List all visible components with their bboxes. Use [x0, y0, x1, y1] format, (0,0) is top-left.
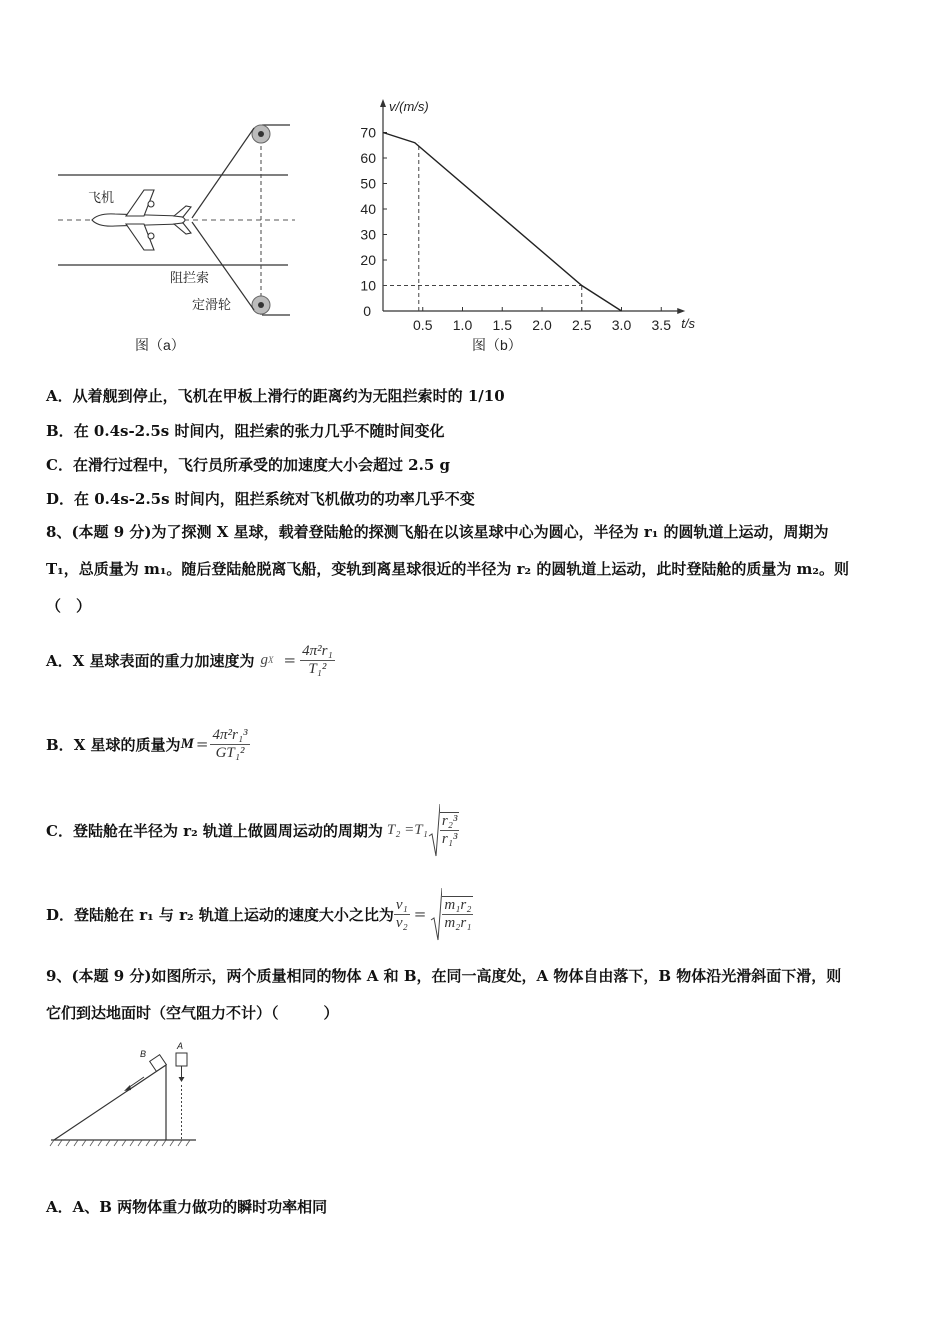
- x-tick-label: 2.5: [572, 317, 592, 333]
- q8-b-num: 4π²r₁³: [212, 726, 248, 743]
- q8-number: 8、: [46, 523, 72, 541]
- q9-line1-text: 如图所示，两个质量相同的物体 A 和 B，在同一高度处，A 物体自由落下，B 物体沿光滑斜面下滑，则: [151, 967, 842, 985]
- cable-top: [192, 128, 254, 218]
- q9-figure: [46, 1035, 206, 1155]
- origin-label: 0: [363, 303, 371, 319]
- q7-option-c-label: C．: [46, 456, 73, 474]
- q9-score: (本题 9 分): [71, 967, 152, 985]
- q8-b-fraction: [210, 727, 249, 762]
- block-a: [176, 1053, 187, 1066]
- q8-score: (本题 9 分): [71, 523, 152, 541]
- y-tick-label: 10: [360, 277, 376, 294]
- pulley-bottom-icon: [252, 296, 270, 314]
- x-axis-arrow-icon: [677, 308, 685, 314]
- q7-option-d[interactable]: [46, 488, 475, 509]
- q8-option-a-label: A．: [46, 651, 73, 670]
- q8-line2: T₁，总质量为 m₁。随后登陆舱脱离飞船，变轨到离星球很近的半径为 r₂ 的圆轨道上运动，此时登陆舱的质量为 m₂。则: [46, 560, 849, 578]
- y-axis-label: v/(m/s): [389, 99, 429, 114]
- y-tick-label: 20: [360, 252, 376, 268]
- block-b: [150, 1055, 167, 1072]
- q7-option-d-label: D．: [46, 490, 75, 508]
- y-tick-label: 50: [360, 175, 376, 192]
- figure-b-chart: [350, 95, 710, 365]
- q8-a-lhs-sub: X: [268, 655, 274, 665]
- x-axis-label: t/s: [681, 316, 695, 331]
- q8-option-a[interactable]: A． X 星球表面的重力加速度为 g X = $\frac{\text{4π²r₁}}{\text{T₁²}}$: [46, 642, 333, 677]
- q8-option-a-text: X 星球表面的重力加速度为: [72, 651, 255, 670]
- q8-line1: [46, 514, 916, 551]
- q8-d-sqrt-icon: [430, 886, 442, 942]
- q7-option-b-label: B．: [46, 422, 74, 440]
- q7-option-a-label: A．: [46, 387, 73, 405]
- fig-label-b: B: [140, 1049, 147, 1059]
- q8-stem: [46, 514, 916, 625]
- incline: [54, 1065, 166, 1140]
- q8-option-d-label: D．: [46, 905, 75, 924]
- q8-a-den: T₁²: [308, 660, 327, 677]
- q8-d-den: m₂r₁: [444, 915, 472, 931]
- q8-a-fraction: [300, 643, 335, 678]
- caption-b: 图（b）: [472, 337, 522, 353]
- q8-c-num: r₂³: [441, 813, 458, 829]
- y-axis-arrow-icon: [380, 99, 386, 107]
- q9-option-a[interactable]: [46, 1196, 327, 1217]
- q7-option-a[interactable]: [46, 385, 505, 406]
- x-tick-label: 2.0: [532, 317, 552, 333]
- q7-option-d-text: 在 0.4s-2.5s 时间内，阻拦系统对飞机做功的功率几乎不变: [74, 490, 475, 508]
- caption-a: 图（a）: [135, 337, 185, 353]
- q8-line1-text: 为了探测 X 星球，载着登陆舱的探测飞船在以该星球中心为圆心，半径为 r₁ 的圆轨道上运动，周期为: [151, 523, 829, 541]
- y-tick-label: 70: [360, 124, 376, 141]
- q8-option-b[interactable]: B． X 星球的质量为 M = $\frac{\text{4π²r₁³}}{\text{GT₁²}}$: [46, 726, 248, 761]
- q8-c-lhs: T₂ =T₁: [386, 821, 428, 838]
- q8-d-fraction: [442, 896, 473, 932]
- q7-option-b-text: 在 0.4s-2.5s 时间内，阻拦索的张力几乎不随时间变化: [73, 422, 445, 440]
- y-tick-label: 40: [360, 201, 376, 217]
- label-pulley: 定滑轮: [192, 297, 232, 312]
- q9-option-a-label: A．: [46, 1198, 73, 1216]
- arrow-b: [128, 1077, 144, 1088]
- q8-option-c-text: 登陆舱在半径为 r₂ 轨道上做圆周运动的周期为: [72, 821, 383, 840]
- pulley-top-icon: [252, 125, 270, 143]
- q8-b-lhs: M: [180, 735, 194, 752]
- q7-option-b[interactable]: [46, 420, 444, 441]
- label-plane: 飞机: [88, 190, 115, 205]
- fig-label-a: A: [177, 1041, 184, 1051]
- q7-option-c[interactable]: [46, 454, 450, 475]
- q7-option-c-text: 在滑行过程中，飞行员所承受的加速度大小会超过 2.5 g: [72, 456, 450, 474]
- q8-d-lnum: v₁: [395, 896, 408, 913]
- q9-number: 9、: [46, 967, 72, 985]
- q9-option-a-text: A、B 两物体重力做功的瞬时功率相同: [72, 1198, 328, 1216]
- q9-line2: 它们到达地面时（空气阻力不计）（ ）: [46, 1004, 339, 1022]
- q8-d-lfraction: [394, 897, 410, 932]
- y-tick-label: 30: [360, 226, 376, 243]
- velocity-series-line: [383, 133, 622, 312]
- q8-c-den: r₁³: [441, 831, 458, 847]
- q8-a-num: 4π²r₁: [302, 642, 333, 659]
- figure-a: [40, 110, 310, 365]
- q8-option-c-label: C．: [46, 821, 73, 840]
- q8-option-d-text: 登陆舱在 r₁ 与 r₂ 轨道上运动的速度大小之比为: [74, 905, 394, 924]
- q7-option-a-text: 从着舰到停止，飞机在甲板上滑行的距离约为无阻拦索时的 1/10: [72, 387, 505, 405]
- q8-b-den: GT₁²: [215, 744, 245, 761]
- q8-option-b-label: B．: [46, 735, 74, 754]
- label-cable: 阻拦索: [170, 270, 210, 285]
- q8-option-c[interactable]: [46, 798, 459, 862]
- x-tick-label: 1.5: [492, 317, 512, 333]
- x-tick-label: 0.5: [413, 317, 433, 333]
- x-tick-label: 1.0: [452, 317, 473, 333]
- q8-d-num: m₁r₂: [444, 897, 472, 913]
- x-tick-label: 3.0: [611, 317, 632, 333]
- q8-d-lden: v₂: [395, 914, 408, 931]
- y-tick-label: 60: [360, 150, 376, 166]
- q8-c-sqrt-icon: [428, 802, 440, 858]
- q8-c-fraction: [440, 812, 460, 848]
- q8-a-lhs: g: [260, 651, 269, 668]
- x-tick-label: 3.5: [651, 317, 671, 333]
- q8-line3: （ ）: [46, 597, 92, 615]
- q8-option-b-text: X 星球的质量为: [73, 735, 181, 754]
- ground-hatch: [50, 1140, 190, 1146]
- q8-option-d[interactable]: D． 登陆舱在 r₁ 与 r₂ 轨道上运动的速度大小之比为 $\frac{\text{v₁}}{\text{v₂}}$ = $\frac{\text{m₁r₂}}{\text{m₂r₁}}$: [46, 882, 473, 946]
- q9-line1: [46, 958, 916, 995]
- q9-stem: [46, 958, 916, 1032]
